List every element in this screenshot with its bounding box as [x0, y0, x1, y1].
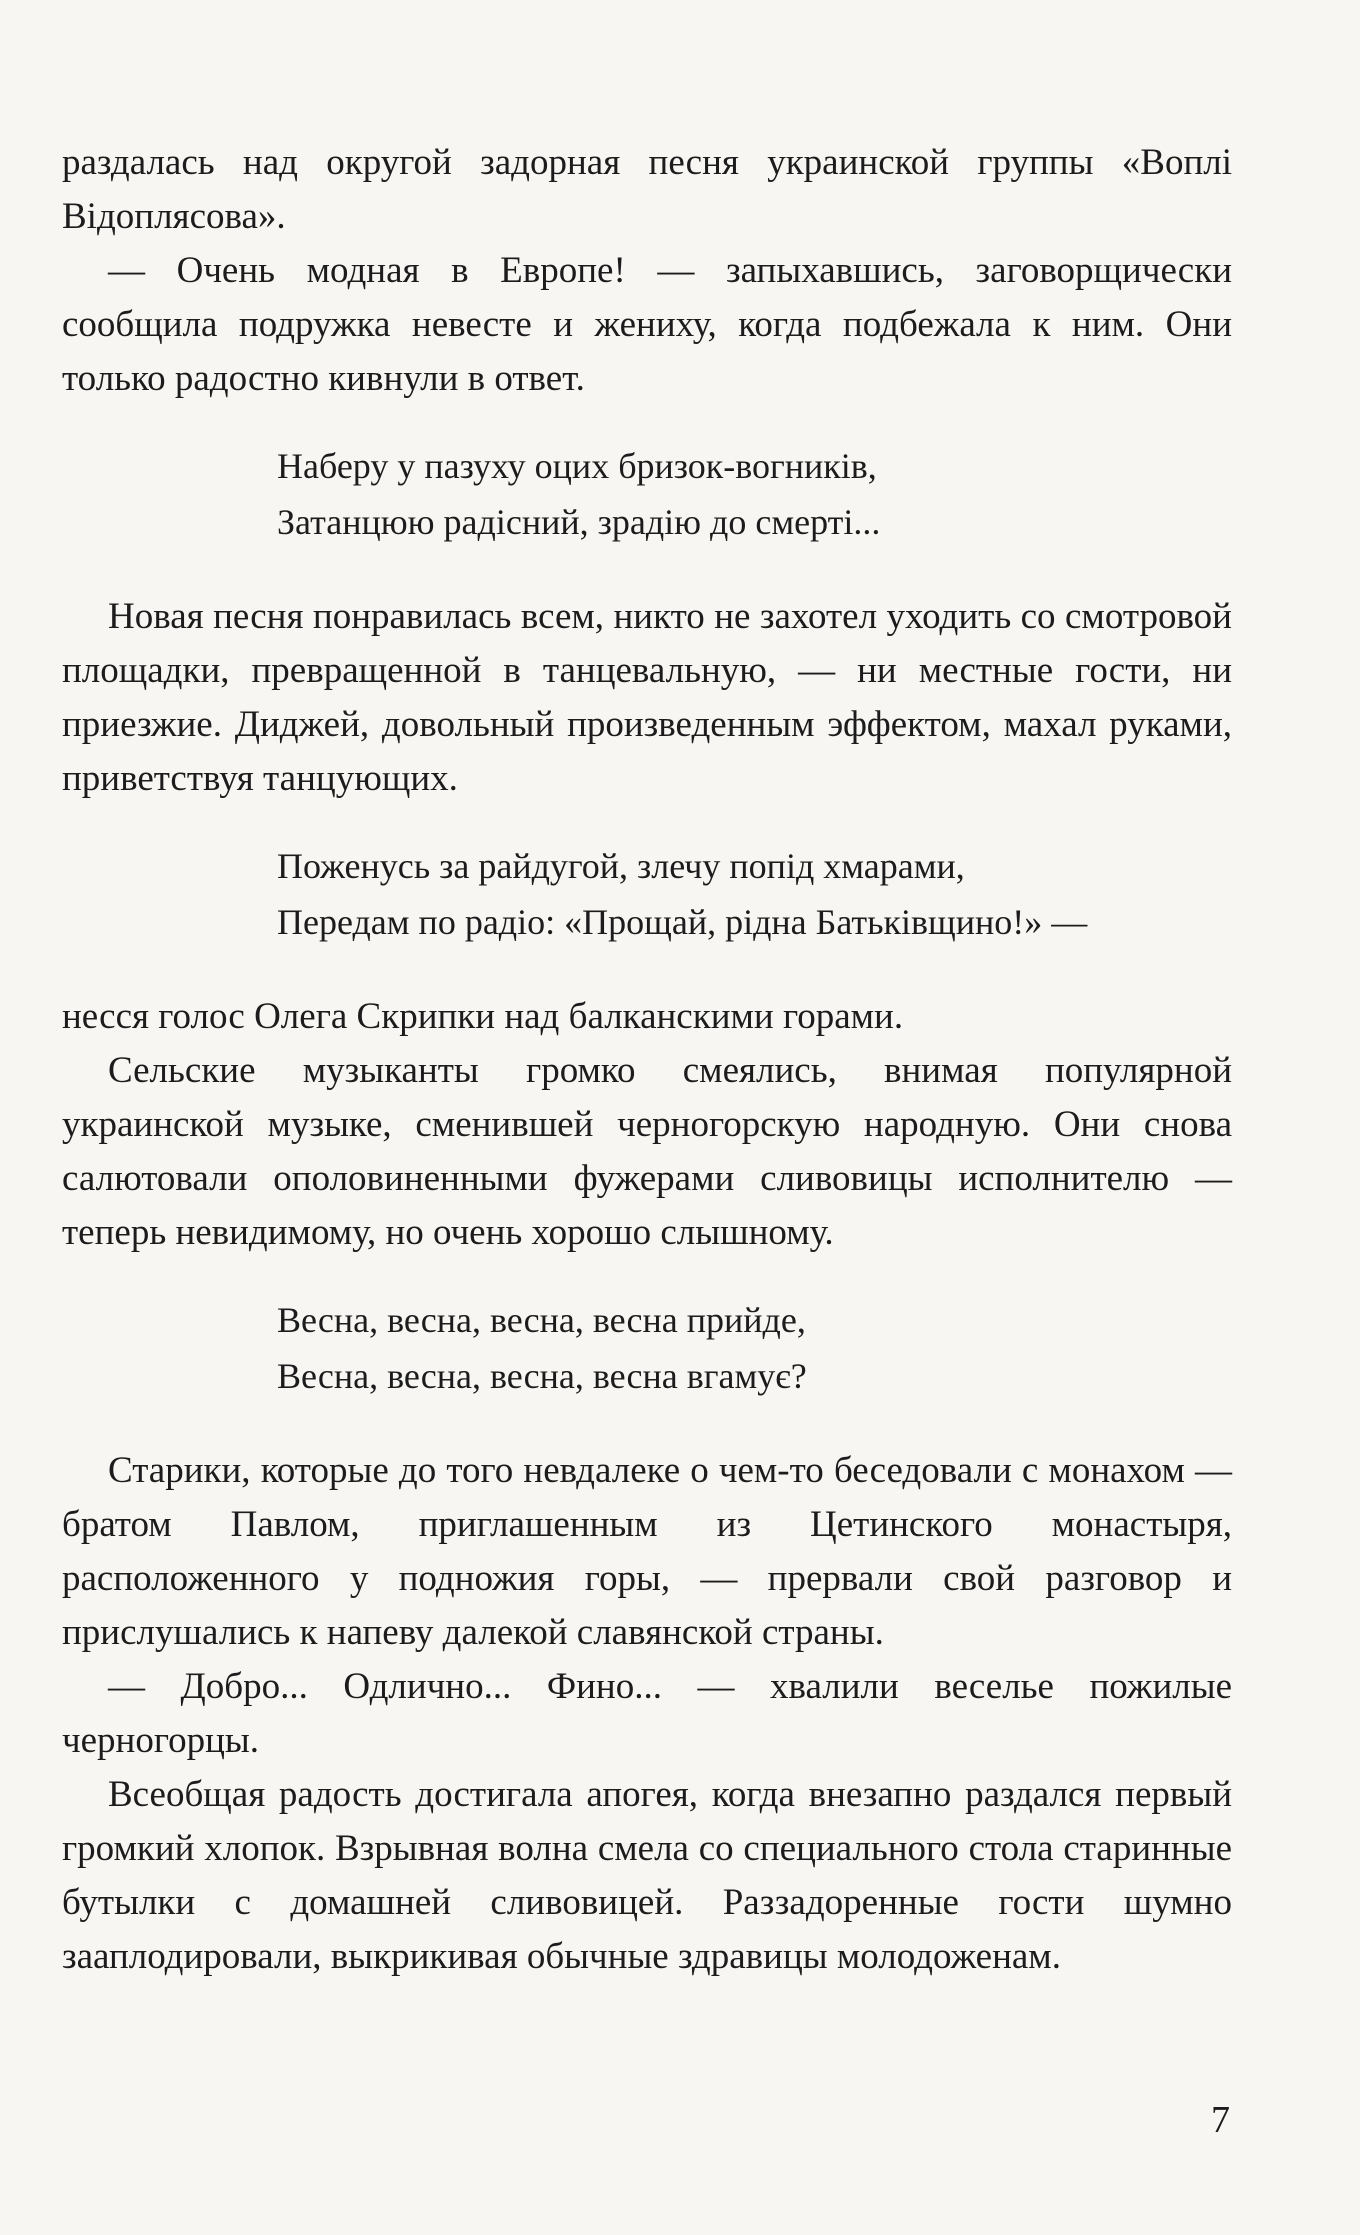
paragraph: несся голос Олега Скрипки над балканскими горами. — [62, 996, 904, 1037]
book-page — [62, 136, 1232, 1984]
paragraph-group-2 — [62, 590, 1232, 806]
poem-line: Передам по радіо: «Прощай, рідна Батьківщино!» — — [277, 902, 1088, 942]
paragraph: — Добро... Одлично... Фино... — хвалили веселье пожилые черногорцы. — [62, 1666, 1232, 1761]
poem-stanza-2 — [277, 838, 1232, 950]
paragraph: Сельские музыканты громко смеялись, внимая популярной украинской музыке, сменившей черногорскую народную. Они снова салютовали ополовиненными фужерами сливовицы исполнителю — теперь невидимому, но очень хорошо слышному. — [62, 1050, 1232, 1253]
poem-stanza-1 — [277, 438, 1232, 550]
poem-line: Наберу у пазуху оцих бризок-вогників, — [277, 446, 877, 486]
page-number: 7 — [1211, 2099, 1230, 2141]
paragraph: — Очень модная в Европе! — запыхавшись, заговорщически сообщила подружка невесте и жениху, когда подбежала к ним. Они только радостно кивнули в ответ. — [62, 250, 1232, 399]
paragraph: Новая песня понравилась всем, никто не захотел уходить со смотровой площадки, превращенной в танцевальную, — ни местные гости, ни приезжие. Диджей, довольный произведенным эффектом, махал руками, приветствуя танцующих. — [62, 596, 1232, 799]
paragraph: раздалась над округой задорная песня украинской группы «Воплі Відоплясова». — [62, 142, 1232, 237]
poem-line: Весна, весна, весна, весна вгамує? — [277, 1356, 807, 1396]
poem-line: Весна, весна, весна, весна прийде, — [277, 1300, 806, 1340]
paragraph-group-1 — [62, 136, 1232, 406]
paragraph-group-3 — [62, 990, 1232, 1260]
paragraph: Старики, которые до того невдалеке о чем-то беседовали с монахом — братом Павлом, приглашенным из Цетинского монастыря, расположенного у подножия горы, — прервали свой разговор и прислушались к напеву далекой славянской страны. — [62, 1450, 1232, 1653]
poem-line: Поженусь за райдугой, злечу попід хмарами, — [277, 846, 965, 886]
poem-line: Затанцюю радісний, зрадію до смерті... — [277, 502, 881, 542]
paragraph: Всеобщая радость достигала апогея, когда внезапно раздался первый громкий хлопок. Взрывная волна смела со специального стола старинные бутылки с домашней сливовицей. Раззадоренные гости шумно зааплодировали, выкрикивая обычные здравицы молодоженам. — [62, 1774, 1232, 1977]
paragraph-group-4 — [62, 1444, 1232, 1984]
poem-stanza-3 — [277, 1292, 1232, 1404]
